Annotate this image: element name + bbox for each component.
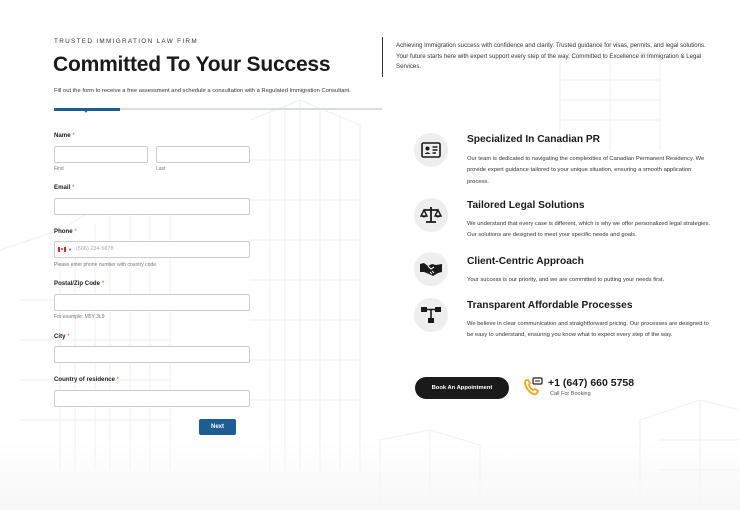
feature-title-legal: Tailored Legal Solutions	[467, 200, 585, 211]
book-appointment-button[interactable]: Book An Appointment	[415, 377, 509, 399]
phone-hint: Please enter phone number with country code.	[54, 262, 158, 268]
phone-number[interactable]: +1 (647) 660 5758	[548, 377, 635, 389]
id-card-icon	[414, 133, 448, 167]
feature-title-transparent: Transparent Affordable Processes	[467, 300, 633, 311]
feature-text-transparent: We believe in clear communication and straightforward pricing. Our processes are designed to be easy to understand, ensuring you know what to expect every step of the way.	[467, 321, 709, 339]
last-name-sublabel: Last	[156, 166, 166, 172]
page-title: Committed To Your Success	[53, 53, 331, 76]
scales-icon	[414, 198, 448, 232]
email-label: Email *	[54, 184, 75, 191]
city-input[interactable]	[54, 346, 250, 363]
phone-placeholder: (506) 234-5678	[75, 246, 114, 252]
background-fade	[0, 440, 740, 510]
phone-input[interactable]	[54, 241, 250, 258]
postal-code-hint: For example: M5Y 3L9	[54, 314, 105, 320]
feature-title-pr: Specialized In Canadian PR	[467, 134, 601, 145]
feature-title-client: Client-Centric Approach	[467, 256, 584, 267]
eyebrow-text: TRUSTED IMMIGRATION LAW FIRM	[54, 38, 198, 45]
postal-code-input[interactable]	[54, 294, 250, 311]
feature-text-client: Your success is our priority, and we are committed to putting your needs first.	[467, 277, 665, 283]
chevron-down-icon[interactable]: ▼	[68, 246, 72, 252]
handshake-icon	[414, 252, 448, 286]
feature-text-pr: Our team is dedicated to navigating the complexities of Canadian Permanent Residency. We provide expert guidance tailored to your unique situation, ensuring a smooth application process.	[467, 156, 705, 185]
city-label: City *	[54, 333, 70, 340]
intro-paragraph: Achieving Immigration success with confidence and clarity. Trusted guidance for visas, permits, and legal solutions. Your future starts here with expert support every step of the way. Committed to Excellence in Immigration & Legal Services.	[396, 42, 706, 70]
country-input[interactable]	[54, 390, 250, 407]
phone-chat-icon[interactable]	[523, 377, 543, 397]
first-name-input[interactable]	[54, 146, 148, 163]
header-divider	[382, 37, 383, 77]
phone-caption: Call For Booking	[550, 391, 591, 397]
first-name-sublabel: First	[54, 166, 64, 172]
email-input[interactable]	[54, 198, 250, 215]
canada-flag-icon[interactable]	[58, 247, 66, 252]
last-name-input[interactable]	[156, 146, 250, 163]
form-progress-bar	[54, 108, 382, 110]
feature-text-legal: We understand that every case is different, which is why we offer personalized legal strategies. Our solutions are designed to meet your specific needs and goals.	[467, 221, 710, 239]
process-flow-icon	[414, 298, 448, 332]
progress-pointer-icon	[84, 110, 88, 113]
form-intro-text: Fill out the form to receive a free assessment and schedule a consultation with a Regulated Immigration Consultant.	[54, 88, 351, 94]
next-button[interactable]: Next	[199, 419, 236, 435]
phone-label: Phone *	[54, 228, 77, 235]
name-label: Name *	[54, 132, 75, 139]
country-label: Country of residence *	[54, 376, 120, 383]
postal-code-label: Postal/Zip Code *	[54, 280, 105, 287]
